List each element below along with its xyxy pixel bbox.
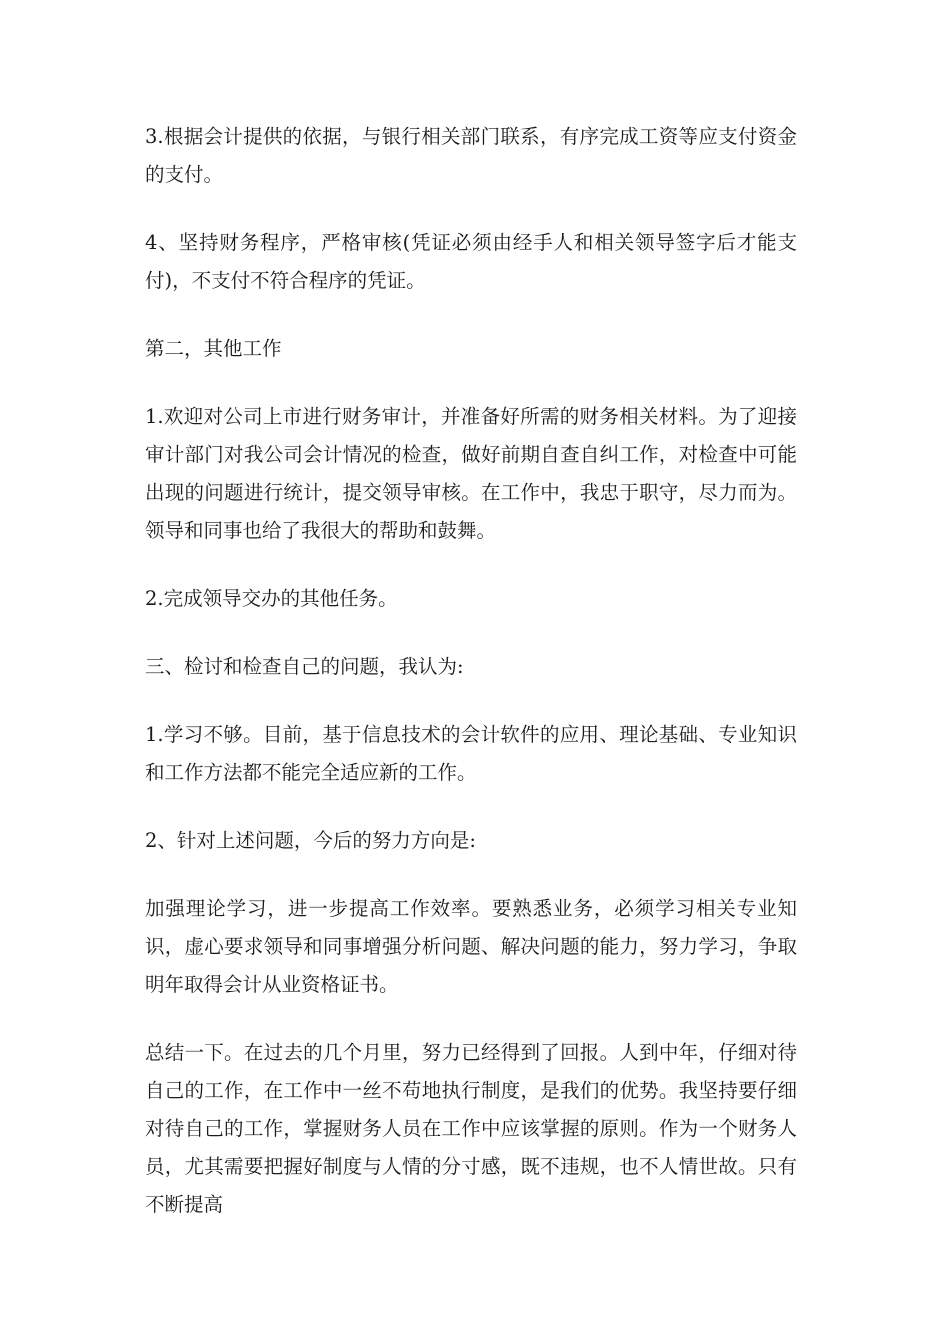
paragraph-audit-preparation: 1.欢迎对公司上市进行财务审计，并准备好所需的财务相关材料。为了迎接审计部门对我公司会计情况的检查，做好前期自查自纠工作，对检查中可能出现的问题进行统计，提交领导审核。在工作中，我忠于职守，尽力而为。领导和同事也给了我很大的帮助和鼓舞。 (145, 405, 797, 542)
paragraph-improvement-direction: 2、针对上述问题，今后的努力方向是: (145, 829, 476, 852)
paragraph-payment-execution: 3.根据会计提供的依据，与银行相关部门联系，有序完成工资等应支付资金的支付。 (145, 125, 797, 186)
document-body (145, 118, 797, 1254)
paragraph-other-tasks: 2.完成领导交办的其他任务。 (145, 587, 398, 610)
paragraph-insufficient-study: 1.学习不够。目前，基于信息技术的会计软件的应用、理论基础、专业知识和工作方法都不能完全适应新的工作。 (145, 723, 797, 784)
section-heading-self-review: 三、检讨和检查自己的问题，我认为: (145, 655, 464, 678)
section-heading-other-work: 第二，其他工作 (145, 337, 282, 360)
paragraph-summary: 总结一下。在过去的几个月里，努力已经得到了回报。人到中年，仔细对待自己的工作，在工作中一丝不苟地执行制度，是我们的优势。我坚持要仔细对待自己的工作，掌握财务人员在工作中应该掌握的原则。作为一个财务人员，尤其需要把握好制度与人情的分寸感，既不违规，也不人情世故。只有不断提高 (145, 1041, 797, 1216)
paragraph-study-plan: 加强理论学习，进一步提高工作效率。要熟悉业务，必须学习相关专业知识，虚心要求领导和同事增强分析问题、解决问题的能力，努力学习，争取明年取得会计从业资格证书。 (145, 897, 797, 996)
paragraph-financial-procedure: 4、坚持财务程序，严格审核(凭证必须由经手人和相关领导签字后才能支付)，不支付不符合程序的凭证。 (145, 231, 797, 292)
